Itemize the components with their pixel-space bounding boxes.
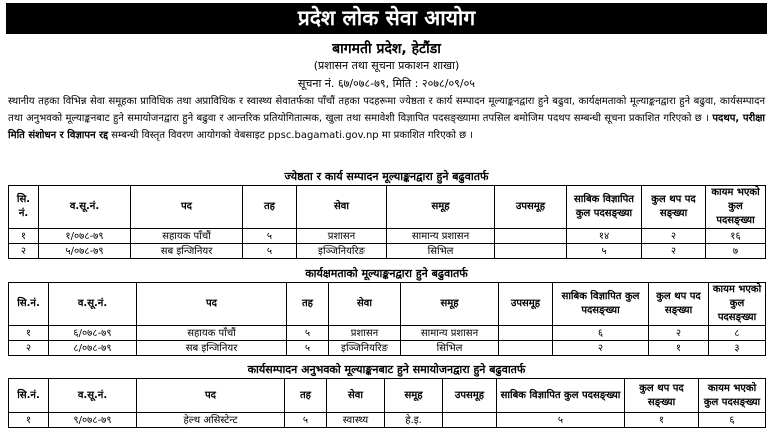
table-cell: १४ <box>567 229 642 244</box>
table-cell: ३ <box>709 341 766 356</box>
header-cell: साबिक विज्ञापित कुल पदसङ्ख्या <box>497 379 625 413</box>
header-cell: कायम भएको कुल पदसङ्ख्या <box>699 379 766 413</box>
paragraph-text-1: स्थानीय तहका विभिन्न सेवा समूहका प्राविधिक तथा अप्राविधिक र स्वास्थ्य सेवातर्फका पाँचौं तहका पदहरूमा ज्येष्ठता र कार्य सम्पादन मूल्याङ्कनद्वारा हुने बढुवा, कार्यक्षमताको मूल्याङ्कनद्वारा हुने बढुवा, कार्यसम्पादन तथा अनुभवको मूल्याङ्कनबाट हुने समायोजनद्वारा हुने बढुवा र आन्तरिक प्रतियोगितात्मक, खुला तथा समावेशी विज्ञापित पदसङ्ख्यामा तपसिल बमोजिम पदथप सम्बन्धी सूचना प्रकाशित गरिएको छ । <box>8 96 765 124</box>
table-cell: ५ <box>287 341 329 356</box>
table-row <box>9 244 766 259</box>
commission-banner: प्रदेश लोक सेवा आयोग <box>6 3 767 34</box>
table-adjustment-promotion <box>8 378 766 428</box>
table-cell: सहायक पाँचौं <box>137 326 287 341</box>
header-cell: समूह <box>385 379 443 413</box>
header-cell: व.सू.नं. <box>49 379 137 413</box>
header-cell: सेवा <box>327 379 385 413</box>
header-cell: सि.नं. <box>9 379 49 413</box>
header-cell: सेवा <box>297 186 387 229</box>
header-cell: कायम भएको कुल पदसङ्ख्या <box>706 186 766 229</box>
table-cell: ५ <box>243 244 297 259</box>
table-cell: १ <box>9 229 39 244</box>
table-cell: ५ <box>285 413 327 428</box>
table-cell: ९/०७८-७९ <box>49 413 137 428</box>
header-cell: कुल थप पद सङ्ख्या <box>625 379 699 413</box>
table-cell: ८ <box>709 326 766 341</box>
section-title-1: ज्येष्ठता र कार्य सम्पादन मूल्याङ्कनद्वारा हुने बढुवातर्फ <box>284 170 489 183</box>
table-row <box>9 229 766 244</box>
header-cell: तह <box>287 283 329 326</box>
header-cell: साबिक विज्ञापित कुल पदसङ्ख्या <box>553 283 649 326</box>
header-cell: उपसमूह <box>495 186 567 229</box>
table-cell: ५ <box>497 413 625 428</box>
table-cell: ५ <box>287 326 329 341</box>
table-cell: प्रशासन <box>297 229 387 244</box>
table-cell: १/०७८-७९ <box>39 229 131 244</box>
branch-name: (प्रशासन तथा सूचना प्रकाशन शाखा) <box>313 59 460 72</box>
table-row <box>9 326 766 341</box>
header-cell: साबिक विज्ञापित कुल पदसङ्ख्या <box>567 186 642 229</box>
header-cell: कायम भएको कुल पदसङ्ख्या <box>709 283 766 326</box>
table-cell: ६/०७८-७९ <box>49 326 137 341</box>
table-cell: सहायक पाँचौं <box>131 229 243 244</box>
table-cell: १ <box>625 413 699 428</box>
table-cell: ७ <box>706 244 766 259</box>
table-cell: २ <box>553 341 649 356</box>
table-cell: १६ <box>706 229 766 244</box>
notice-paragraph <box>8 93 765 144</box>
table-cell: सिभिल <box>401 341 499 356</box>
header-cell: पद <box>131 186 243 229</box>
header-cell: उपसमूह <box>443 379 497 413</box>
paragraph-bold-text: पदथप, परीक्षा मिति संशोधन र विज्ञापन रद्द <box>8 113 765 141</box>
table-cell: ५ <box>243 229 297 244</box>
table-cell: २ <box>9 244 39 259</box>
table-cell: ६ <box>699 413 766 428</box>
table-cell: १ <box>9 326 49 341</box>
paragraph-text-2: सम्बन्धी विस्तृत विवरण आयोगको वेबसाइट ppsc.bagamati.gov.np मा प्रकाशित गरिएको छ । <box>111 130 474 141</box>
header-cell: सेवा <box>329 283 401 326</box>
table-cell: २ <box>642 229 706 244</box>
table-cell: सामान्य प्रशासन <box>401 326 499 341</box>
header-cell: उपसमूह <box>499 283 553 326</box>
header-cell: तह <box>285 379 327 413</box>
table-cell: सिभिल <box>387 244 495 259</box>
table-cell: ५/०७८-७९ <box>39 244 131 259</box>
table-header-row <box>9 379 766 413</box>
header-cell: व.सू.नं. <box>49 283 137 326</box>
table-cell: प्रशासन <box>329 326 401 341</box>
table-seniority-promotion <box>8 185 766 259</box>
table-cell <box>495 244 567 259</box>
table-cell <box>499 326 553 341</box>
header-cell: व.सू.नं. <box>39 186 131 229</box>
table-cell <box>499 341 553 356</box>
table-cell: हे.इ. <box>385 413 443 428</box>
table-cell: इञ्जिनियरिङ <box>329 341 401 356</box>
table-cell: २ <box>642 244 706 259</box>
header-cell: कुल थप पद सङ्ख्या <box>642 186 706 229</box>
table-cell: २ <box>649 326 709 341</box>
header-cell: कुल थप पद सङ्ख्या <box>649 283 709 326</box>
table-cell: १ <box>649 341 709 356</box>
section-title-2: कार्यक्षमताको मूल्याङ्कनद्वारा हुने बढुवातर्फ <box>305 267 468 280</box>
header-cell: पद <box>137 283 287 326</box>
table-cell <box>495 229 567 244</box>
section-title-3: कार्यसम्पादन अनुभवको मूल्याङ्कनबाट हुने समायोजनद्वारा हुने बढुवातर्फ <box>247 363 526 376</box>
table-row <box>9 341 766 356</box>
table-cell: हेल्थ असिस्टेन्ट <box>137 413 285 428</box>
table-header-row <box>9 186 766 229</box>
table-cell: सब इन्जिनियर <box>131 244 243 259</box>
table-cell: सब इन्जिनियर <box>137 341 287 356</box>
header-cell: समूह <box>387 186 495 229</box>
header-cell: सि.नं. <box>9 283 49 326</box>
table-cell: इञ्जिनियरिङ <box>297 244 387 259</box>
table-efficiency-promotion <box>8 282 766 356</box>
table-header-row <box>9 283 766 326</box>
table-cell: २ <box>9 341 49 356</box>
header-cell: तह <box>243 186 297 229</box>
header-cell: पद <box>137 379 285 413</box>
header-cell: सि. नं. <box>9 186 39 229</box>
table-row <box>9 413 766 428</box>
office-name: बागमती प्रदेश, हेटौंडा <box>332 41 441 57</box>
table-cell: १ <box>9 413 49 428</box>
table-cell: ५ <box>567 244 642 259</box>
table-cell <box>443 413 497 428</box>
table-cell: ६ <box>553 326 649 341</box>
notice-number: सूचना नं. ६७/०७८-७९, मिति : २०७८/०९/०५ <box>297 77 476 90</box>
table-cell: स्वास्थ्य <box>327 413 385 428</box>
table-cell: सामान्य प्रशासन <box>387 229 495 244</box>
header-cell: समूह <box>401 283 499 326</box>
table-cell: ८/०७८-७९ <box>49 341 137 356</box>
